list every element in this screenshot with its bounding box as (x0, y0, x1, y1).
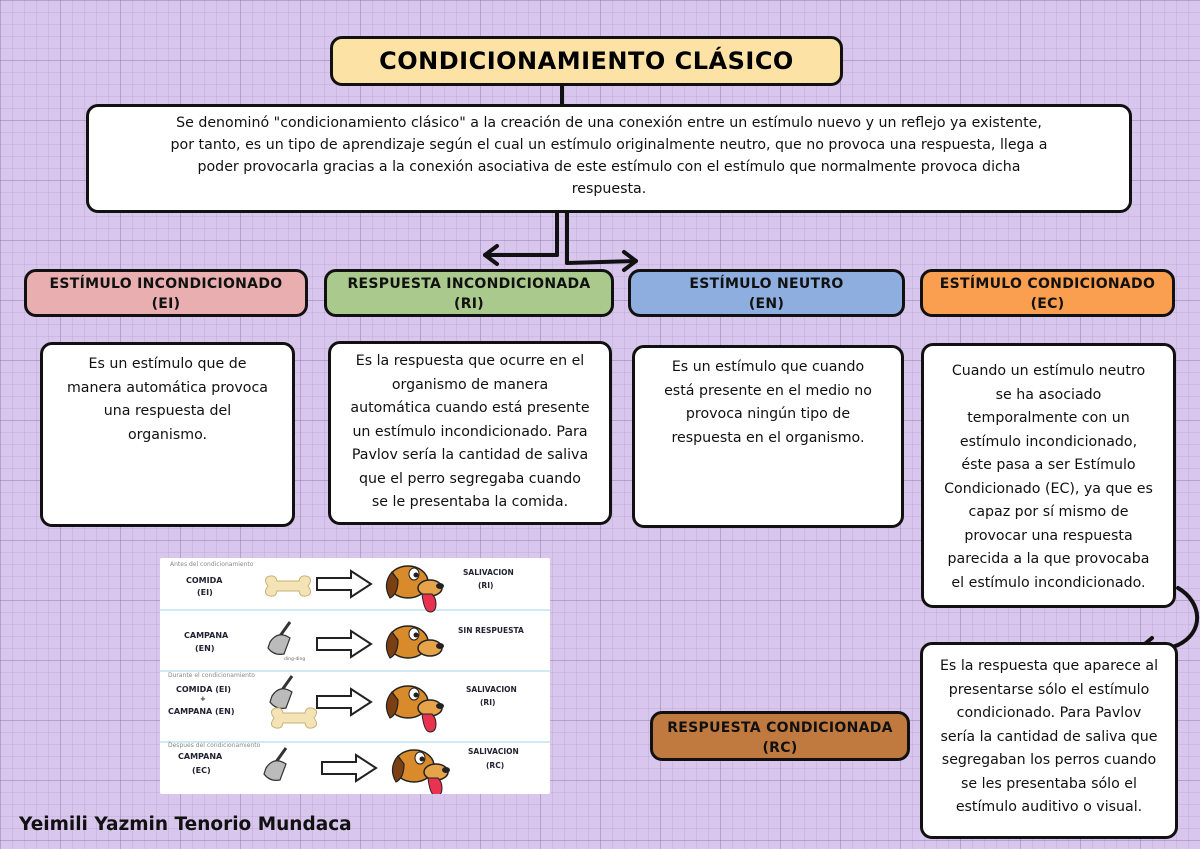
desc-line: automática cuando está presente (350, 400, 590, 416)
dog-icon (386, 566, 444, 598)
definition-box (86, 104, 1132, 213)
pavlov-illustration (160, 558, 550, 794)
desc-line: provoca ningún tipo de (685, 406, 851, 422)
desc-line: capaz por sí mismo de (968, 504, 1129, 520)
desc-line: el estímulo incondicionado. (951, 574, 1146, 591)
desc-line: sería la cantidad de saliva que (940, 728, 1158, 745)
stimulus-label: CAMPANA (184, 631, 229, 640)
bell-icon (264, 748, 286, 780)
desc-line: parecida a la que provocaba (947, 551, 1150, 567)
desc-line: manera automática provoca (66, 379, 268, 396)
desc-line: Es un estímulo que de (88, 356, 247, 372)
unconditioned-stimulus-description (40, 342, 295, 527)
bell-icon (268, 622, 290, 654)
conditioned-response-description (920, 642, 1178, 839)
definition-line: por tanto, es un tipo de aprendizaje según el cual un estímulo originalmente neutro, que no provoca una respuesta, llega a (170, 137, 1048, 153)
bell-icon (270, 676, 292, 708)
header-label: ESTÍMULO INCONDICIONADO (49, 276, 283, 292)
page-title: CONDICIONAMIENTO CLÁSICO (330, 36, 843, 86)
dog-icon (392, 750, 450, 782)
header-abbr: (EI) (151, 296, 181, 312)
conditioned-stimulus-header (920, 269, 1175, 317)
conditioned-response-header (650, 711, 910, 761)
arrow-icon (317, 571, 371, 597)
desc-line: estímulo auditivo o visual. (955, 799, 1143, 815)
stimulus-label: (EI) (197, 588, 213, 597)
stimulus-label: + (200, 695, 206, 703)
desc-line: Condicionado (EC), ya que es (944, 480, 1153, 497)
header-label: ESTÍMULO CONDICIONADO (939, 276, 1156, 292)
stimulus-label: COMIDA (186, 576, 223, 585)
desc-line: organismo de manera (391, 376, 549, 393)
unconditioned-response-header (324, 269, 614, 317)
response-label: SALIVACION (466, 685, 517, 694)
header-abbr: (RC) (762, 740, 798, 756)
desc-line: respuesta en el organismo. (671, 429, 865, 446)
section-label: Durante el condicionamiento (168, 672, 255, 679)
header-abbr: (EN) (748, 296, 785, 312)
stimulus-label: (EC) (192, 766, 211, 775)
unconditioned-response-description (328, 341, 612, 525)
desc-line: éste pasa a ser Estímulo (961, 457, 1136, 473)
dog-icon (386, 626, 444, 658)
desc-line: Pavlov sería la cantidad de saliva (351, 447, 589, 463)
desc-line: que el perro segregaba cuando (359, 470, 581, 487)
salivation-icon (428, 778, 442, 794)
bone-icon (271, 708, 316, 728)
desc-line: temporalmente con un (967, 410, 1130, 426)
response-label: SALIVACION (463, 568, 514, 577)
desc-line: se les presentaba sólo el (961, 775, 1137, 792)
stimulus-label: (EN) (195, 644, 215, 653)
arrow-icon (317, 689, 371, 715)
desc-line: una respuesta del (103, 403, 232, 419)
desc-line: un estímulo incondicionado. Para (352, 423, 588, 440)
illustration-svg (160, 558, 550, 794)
header-abbr: (RI) (454, 296, 484, 312)
stimulus-label: CAMPANA (178, 752, 223, 761)
section-label: Despues del condicionamiento (168, 742, 261, 749)
desc-line: Es un estímulo que cuando (671, 359, 865, 375)
header-label: ESTÍMULO NEUTRO (689, 276, 844, 292)
desc-line: presentarse sólo el estímulo (948, 681, 1150, 698)
desc-line: segregaban los perros cuando (941, 752, 1157, 768)
definition-line: poder provocarla gracias a la conexión asociativa de este estímulo con el estímulo que normalmente provoca dicha (197, 159, 1021, 175)
header-label: RESPUESTA INCONDICIONADA (347, 276, 591, 292)
response-label: SIN RESPUESTA (458, 626, 524, 635)
bone-icon (265, 576, 310, 596)
bell-caption: ding-ding (284, 657, 306, 662)
arrow-icon (322, 755, 376, 781)
definition-line: respuesta. (571, 181, 647, 197)
salivation-icon (422, 714, 436, 732)
stimulus-label: CAMPANA (EN) (168, 707, 235, 716)
neutral-stimulus-header (628, 269, 905, 317)
response-label: (RI) (480, 698, 496, 707)
desc-line: Cuando un estímulo neutro (951, 363, 1146, 379)
author-name: Yeimili Yazmin Tenorio Mundaca (19, 814, 352, 835)
stimulus-label: COMIDA (EI) (176, 685, 231, 694)
desc-line: provocar una respuesta (964, 527, 1133, 544)
desc-line: estímulo incondicionado, (959, 433, 1138, 450)
arrow-icon (317, 631, 371, 657)
unconditioned-stimulus-header (24, 269, 308, 317)
desc-line: se le presentaba la comida. (371, 494, 569, 510)
desc-line: se ha asociado (995, 386, 1102, 403)
response-label: (RC) (486, 761, 505, 770)
section-label: Antes del condicionamiento (170, 561, 254, 568)
neutral-stimulus-description (632, 345, 904, 528)
desc-line: está presente en el medio no (664, 382, 872, 399)
response-label: (RI) (478, 581, 494, 590)
conditioned-stimulus-description (921, 343, 1176, 608)
header-label: RESPUESTA CONDICIONADA (667, 720, 893, 736)
dog-icon (386, 686, 444, 718)
salivation-icon (422, 594, 436, 612)
definition-line: Se denominó "condicionamiento clásico" a la creación de una conexión entre un estímulo nuevo y un reflejo ya existente, (176, 115, 1042, 131)
header-abbr: (EC) (1030, 296, 1065, 312)
desc-line: organismo. (127, 426, 208, 443)
desc-line: Es la respuesta que aparece al (939, 658, 1159, 674)
desc-line: Es la respuesta que ocurre en el (355, 353, 585, 369)
response-label: SALIVACION (468, 747, 519, 756)
desc-line: condicionado. Para Pavlov (956, 705, 1142, 721)
